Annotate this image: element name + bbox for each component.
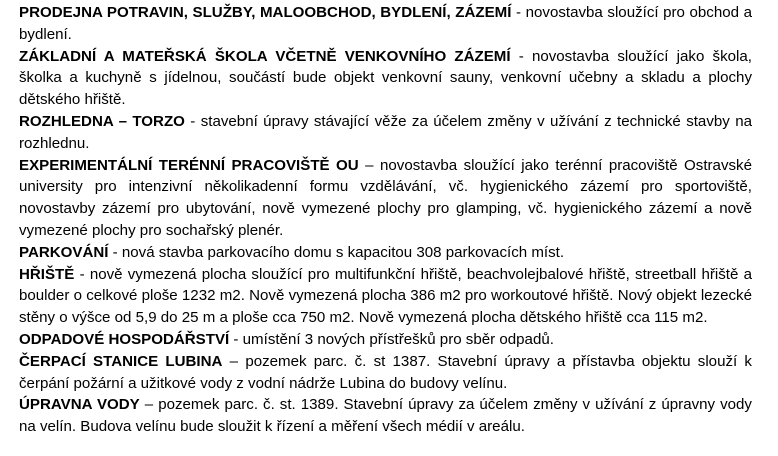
entry-description: umístění 3 nových přístřešků pro sběr odpadů. bbox=[242, 330, 554, 348]
entry-description: nově vymezená plocha sloužící pro multifunkční hřiště, beachvolejbalové hřiště, streetball hřiště a boulder o celkové ploše 1232 m2. Nově vymezená plocha 386 m2 pro workoutové hřiště. Nový objekt lezecké stěny o výšce od 5,9 do 25 m a ploše cca 750 m2. Nově vymezená plocha dětského hřiště cca 115 m2. bbox=[19, 265, 753, 327]
entry-description: pozemek parc. č. st. 1389. Stavební úpravy za účelem změny v užívání z úpravny vody na velín. Budova velínu bude sloužit k řízení a měření všech médií v areálu. bbox=[19, 396, 752, 436]
entry-cerpaci-stanice bbox=[19, 351, 752, 395]
entry-description: stavební úpravy stávající věže za účelem změny v užívání z technické stavby na rozhlednu. bbox=[19, 112, 752, 152]
entry-description: pozemek parc. č. st 1387. Stavební úpravy a přístavba objektu slouží k čerpání požární a užitkové vody z vodní nádrže Lubina do budovy velínu. bbox=[19, 352, 752, 392]
entry-separator: – bbox=[358, 156, 380, 174]
entry-separator: - bbox=[184, 112, 201, 130]
entry-term: PRODEJNA POTRAVIN, SLUŽBY, MALOOBCHOD, BYDLENÍ, ZÁZEMÍ bbox=[19, 4, 512, 21]
entry-hriste bbox=[19, 264, 752, 329]
entry-description: nová stavba parkovacího domu s kapacitou 308 parkovacích míst. bbox=[121, 243, 565, 261]
entry-skola bbox=[19, 46, 752, 111]
entry-description: novostavba sloužící jako terénní pracoviště Ostravské university pro intenzivní několikadenní formu vzdělávání, vč. hygienického zázemí pro sportoviště, novostavby zázemí pro ubytování, nově vymezené plochy pro glamping, vč. hygienického zázemí a nově vymezené plochy pro sochařský plenér. bbox=[19, 156, 752, 239]
entry-separator: - bbox=[74, 265, 90, 283]
entry-separator: – bbox=[222, 352, 246, 370]
entry-term: EXPERIMENTÁLNÍ TERÉNNÍ PRACOVIŠTĚ OU bbox=[19, 156, 359, 174]
entry-term: ČERPACÍ STANICE LUBINA bbox=[19, 352, 223, 370]
entry-separator: - bbox=[229, 330, 243, 348]
entry-upravna-vody bbox=[19, 394, 752, 438]
entry-term: ÚPRAVNA VODY bbox=[19, 396, 140, 414]
document-body bbox=[19, 2, 752, 438]
entry-separator: - bbox=[510, 47, 532, 65]
entry-term: ODPADOVÉ HOSPODÁŘSTVÍ bbox=[19, 330, 230, 348]
entry-parkovani bbox=[19, 242, 752, 264]
entry-description: novostavba sloužící pro obchod a bydlení. bbox=[19, 4, 753, 43]
entry-separator: - bbox=[511, 4, 526, 21]
entry-rozhledna bbox=[19, 111, 752, 155]
entry-term: ZÁKLADNÍ A MATEŘSKÁ ŠKOLA VČETNĚ VENKOVNÍHO ZÁZEMÍ bbox=[19, 47, 511, 65]
entry-prodejna-potravin bbox=[19, 2, 752, 46]
entry-experimentalni-pracoviste bbox=[19, 155, 752, 242]
entry-term: HŘIŠTĚ bbox=[19, 265, 75, 283]
entry-separator: - bbox=[108, 243, 122, 261]
entry-term: PARKOVÁNÍ bbox=[19, 243, 109, 261]
entry-separator: – bbox=[139, 396, 159, 414]
entry-description: novostavba sloužící jako škola, školka a kuchyně s jídelnou, součástí bude objekt venkovní sauny, venkovní učebny a skladu a plochy dětského hřiště. bbox=[19, 47, 752, 109]
entry-odpadove-hospodarstvi bbox=[19, 329, 752, 351]
entry-term: ROZHLEDNA – TORZO bbox=[19, 112, 185, 130]
